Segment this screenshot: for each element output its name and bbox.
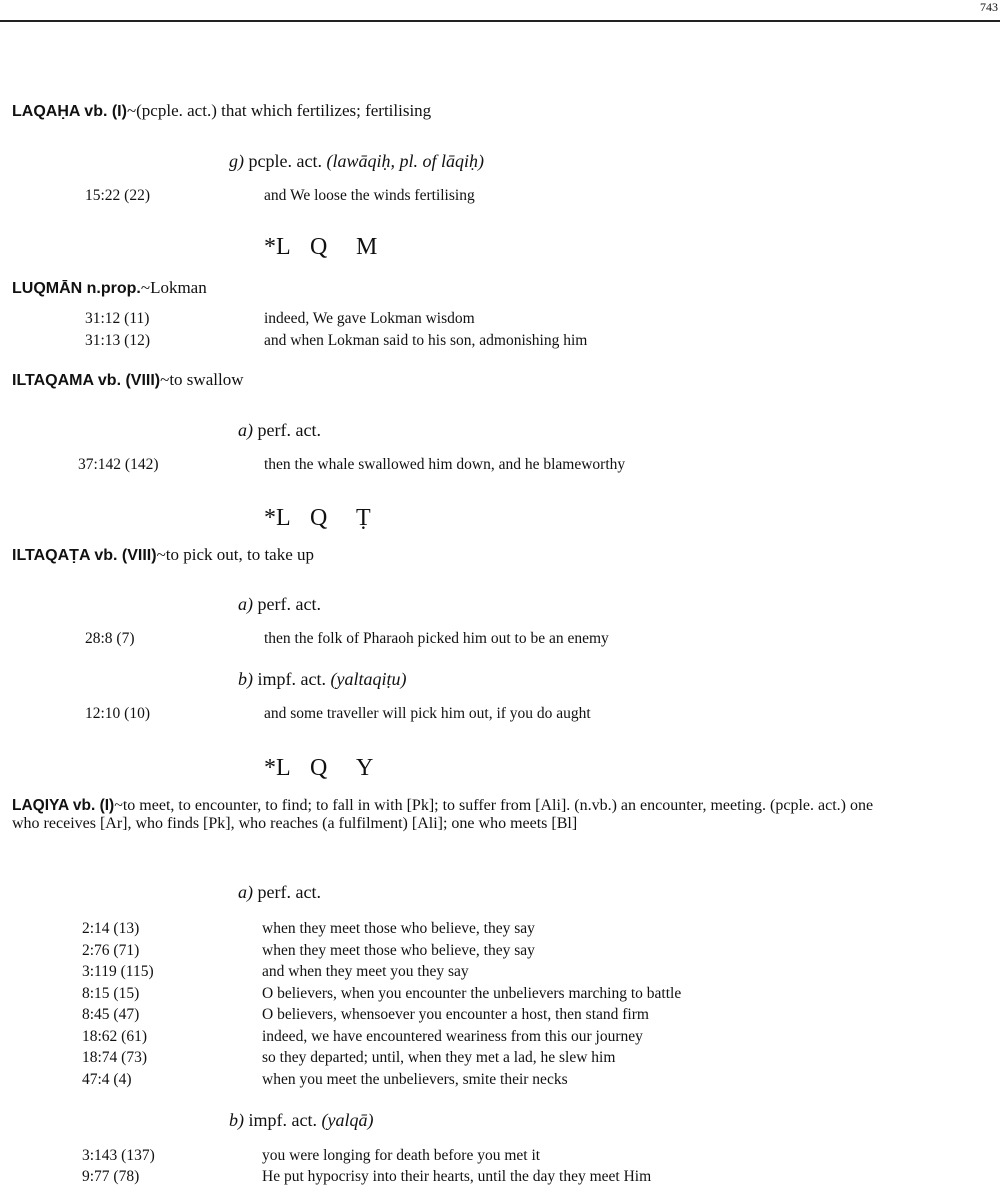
verse-text: O believers, when you encounter the unbelievers marching to battle (262, 985, 682, 1002)
verse-ref: 18:74 (73) (82, 1049, 148, 1066)
verse-ref: 12:10 (10) (85, 705, 151, 722)
form-label: impf. act. (248, 1110, 317, 1130)
verse-text: and We loose the winds fertilising (264, 187, 475, 204)
root-heading (264, 234, 402, 261)
definition: ~(pcple. act.) that which fertilizes; fertilising (126, 101, 432, 120)
definition: ~to pick out, to take up (156, 545, 315, 564)
headword: ILTAQAṬA vb. (VIII) (12, 547, 157, 564)
root-heading (264, 505, 402, 532)
verse-text: when they meet those who believe, they say (262, 920, 535, 937)
verse-ref: 37:142 (142) (78, 456, 159, 473)
form-letter: a) (238, 594, 253, 614)
verse-text: so they departed; until, when they met a lad, he slew him (262, 1049, 616, 1066)
form-heading (238, 594, 321, 615)
form-heading (238, 882, 321, 903)
verse-text: and when they meet you they say (262, 963, 469, 980)
root-letter: *L (264, 505, 291, 531)
verse-text: then the folk of Pharaoh picked him out to be an enemy (264, 630, 609, 647)
verse-ref: 9:77 (78) (82, 1168, 140, 1185)
verse-ref: 3:119 (115) (82, 963, 154, 980)
verse-ref: 28:8 (7) (85, 630, 135, 647)
verse-text: then the whale swallowed him down, and he blameworthy (264, 456, 626, 473)
form-heading (229, 151, 484, 172)
form-note: (yaltaqiṭu) (330, 669, 407, 689)
headword: LUQMĀN n.prop. (12, 280, 141, 297)
verse-ref: 8:45 (47) (82, 1006, 140, 1023)
root-letter: Q (310, 755, 328, 781)
verse-ref: 18:62 (61) (82, 1028, 148, 1045)
verse-ref: 2:14 (13) (82, 920, 140, 937)
form-letter: a) (238, 420, 253, 440)
root-letter: M (356, 234, 378, 260)
root-letter: Q (310, 234, 328, 260)
headword: ILTAQAMA vb. (VIII) (12, 372, 161, 389)
root-letter: Y (356, 755, 374, 781)
form-letter: a) (238, 882, 253, 902)
definition: ~Lokman (140, 278, 207, 297)
entry-headline (12, 278, 207, 298)
definition: ~to swallow (160, 370, 244, 389)
root-letter: Q (310, 505, 328, 531)
form-heading (229, 1110, 373, 1131)
form-letter: g) (229, 151, 244, 171)
verse-text: O believers, whensoever you encounter a host, then stand firm (262, 1006, 649, 1023)
verse-text: indeed, we have encountered weariness from this our journey (262, 1028, 643, 1045)
entry-headline (12, 545, 314, 565)
verse-text: and when Lokman said to his son, admonishing him (264, 332, 588, 349)
verse-ref: 31:12 (11) (85, 310, 150, 327)
verse-ref: 2:76 (71) (82, 942, 140, 959)
entry-headline (12, 101, 431, 121)
verse-text: and some traveller will pick him out, if you do aught (264, 705, 591, 722)
header-rule (0, 20, 1000, 22)
root-letter: Ṭ (356, 505, 371, 531)
verse-text: when you meet the unbelievers, smite their necks (262, 1071, 568, 1088)
form-label: perf. act. (257, 420, 321, 440)
verse-text: you were longing for death before you met it (262, 1147, 541, 1164)
verse-ref: 8:15 (15) (82, 985, 140, 1002)
verse-text: indeed, We gave Lokman wisdom (264, 310, 475, 327)
headword: LAQIYA vb. (I) (12, 797, 115, 814)
form-label: perf. act. (257, 882, 321, 902)
form-heading (238, 669, 406, 690)
form-note: (yalqā) (321, 1110, 374, 1130)
root-letter: *L (264, 234, 291, 260)
verse-text: He put hypocrisy into their hearts, until the day they meet Him (262, 1168, 652, 1185)
root-letter: *L (264, 755, 291, 781)
form-letter: b) (229, 1110, 244, 1130)
form-label: perf. act. (257, 594, 321, 614)
verse-ref: 15:22 (22) (85, 187, 151, 204)
verse-ref: 3:143 (137) (82, 1147, 155, 1164)
definition: ~to meet, to encounter, to find; to fall in with [Pk]; to suffer from [Ali]. (n.vb.) an encounter, meeting. (pcple. act.) one who receives [Ar], who finds [Pk], who reaches (a fulfilment) [Ali]; one who meets [Bl] (12, 797, 874, 832)
form-label: impf. act. (257, 669, 326, 689)
form-heading (238, 420, 321, 441)
headword: LAQAḤA vb. (I) (12, 103, 127, 120)
verse-ref: 47:4 (4) (82, 1071, 132, 1088)
form-label: pcple. act. (248, 151, 322, 171)
verse-text: when they meet those who believe, they say (262, 942, 535, 959)
form-note: (lawāqiḥ, pl. of lāqiḥ) (326, 151, 484, 171)
verse-ref: 31:13 (12) (85, 332, 151, 349)
entry-paragraph (12, 797, 892, 833)
form-letter: b) (238, 669, 253, 689)
page-number: 743 (980, 0, 998, 14)
entry-headline (12, 370, 243, 390)
root-heading (264, 755, 402, 782)
